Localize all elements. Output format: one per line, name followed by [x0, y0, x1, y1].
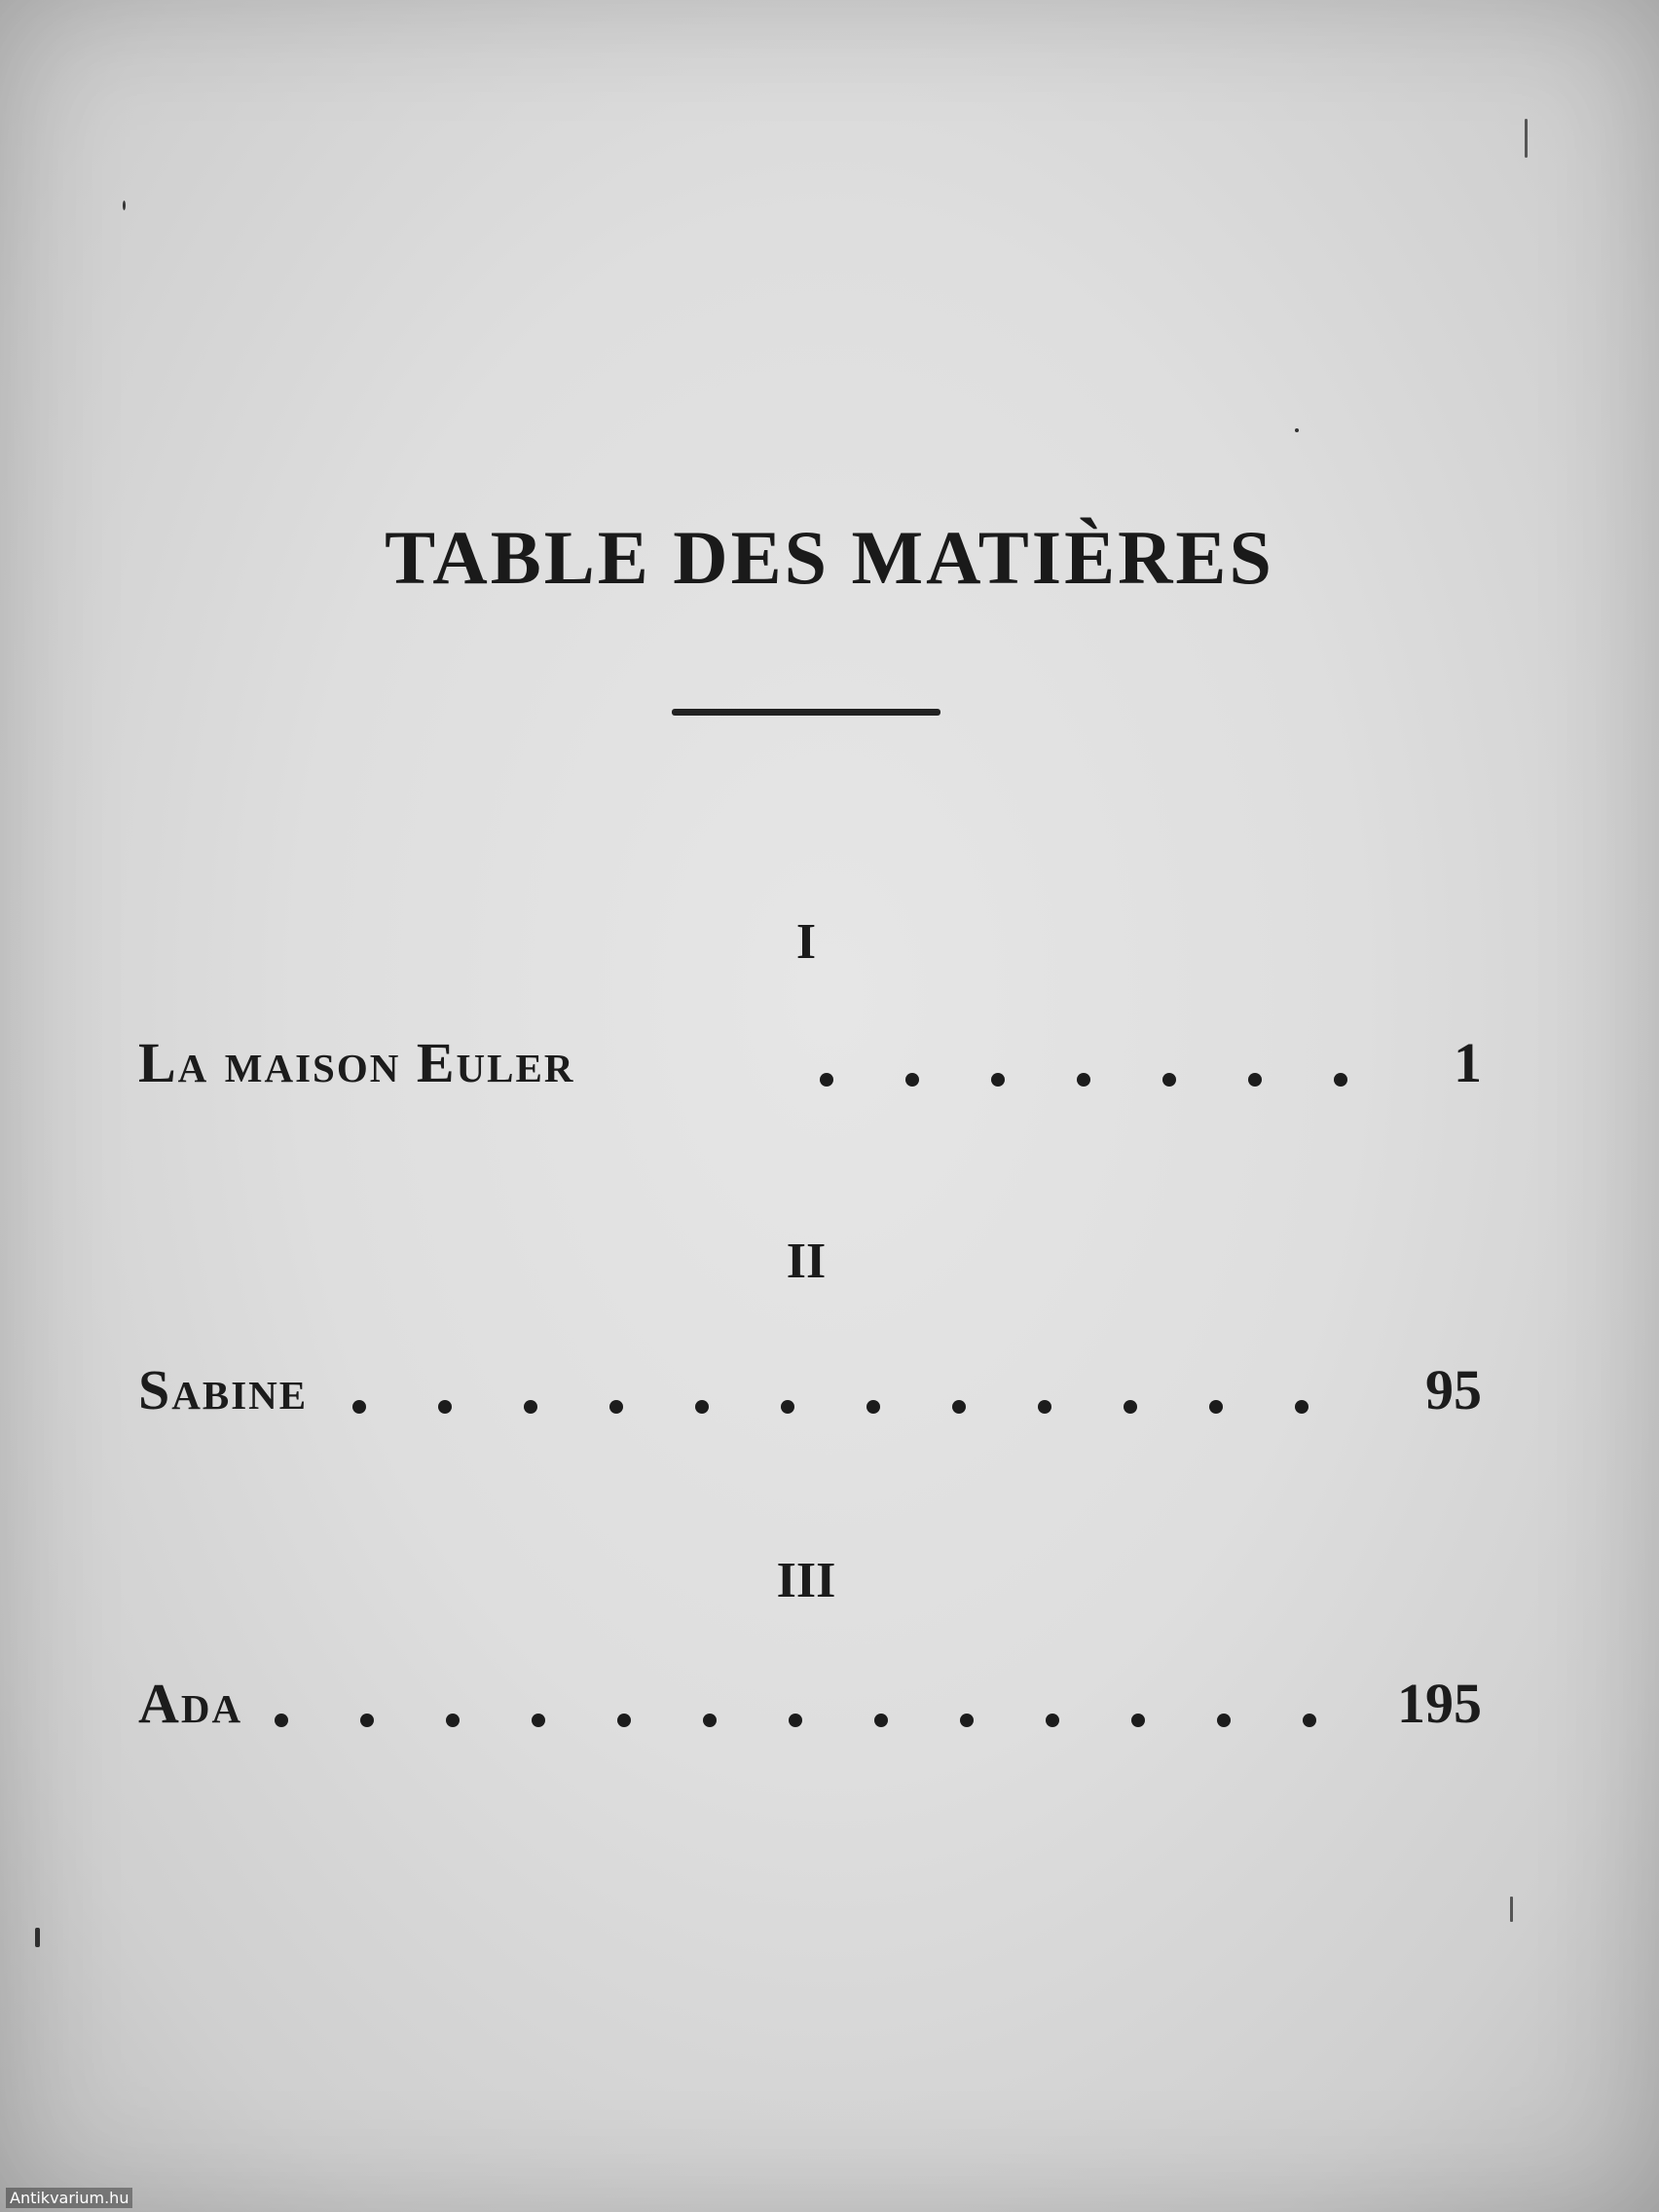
- watermark-text: Antikvarium.hu: [6, 2188, 132, 2208]
- toc-entry-3: [138, 1671, 1482, 1749]
- toc-entry-title: Sabine: [138, 1358, 309, 1421]
- toc-entry-1: [138, 1030, 1482, 1108]
- toc-entry-page-number: 1: [1454, 1031, 1482, 1094]
- page-title: TABLE DES MATIÈRES: [385, 515, 1274, 600]
- title-rule-divider: [672, 709, 940, 716]
- dot-leader: [761, 1073, 1462, 1088]
- toc-entry-title: Ada: [138, 1672, 243, 1735]
- paper-speck: [1295, 428, 1299, 432]
- dot-leader: [275, 1714, 1423, 1729]
- paper-speck: [123, 201, 126, 210]
- paper-speck: [35, 1928, 40, 1947]
- toc-entry-2: [138, 1357, 1482, 1435]
- part-numeral-1: I: [795, 914, 817, 970]
- toc-entry-page-number: 195: [1397, 1672, 1482, 1735]
- dot-leader: [352, 1400, 1423, 1416]
- toc-entry-page-number: 95: [1425, 1358, 1482, 1421]
- part-numeral-3: III: [776, 1553, 836, 1608]
- paper-speck: [1525, 119, 1528, 158]
- paper-speck: [1510, 1897, 1513, 1922]
- part-numeral-2: II: [786, 1234, 827, 1289]
- toc-entry-title: La maison Euler: [138, 1031, 575, 1094]
